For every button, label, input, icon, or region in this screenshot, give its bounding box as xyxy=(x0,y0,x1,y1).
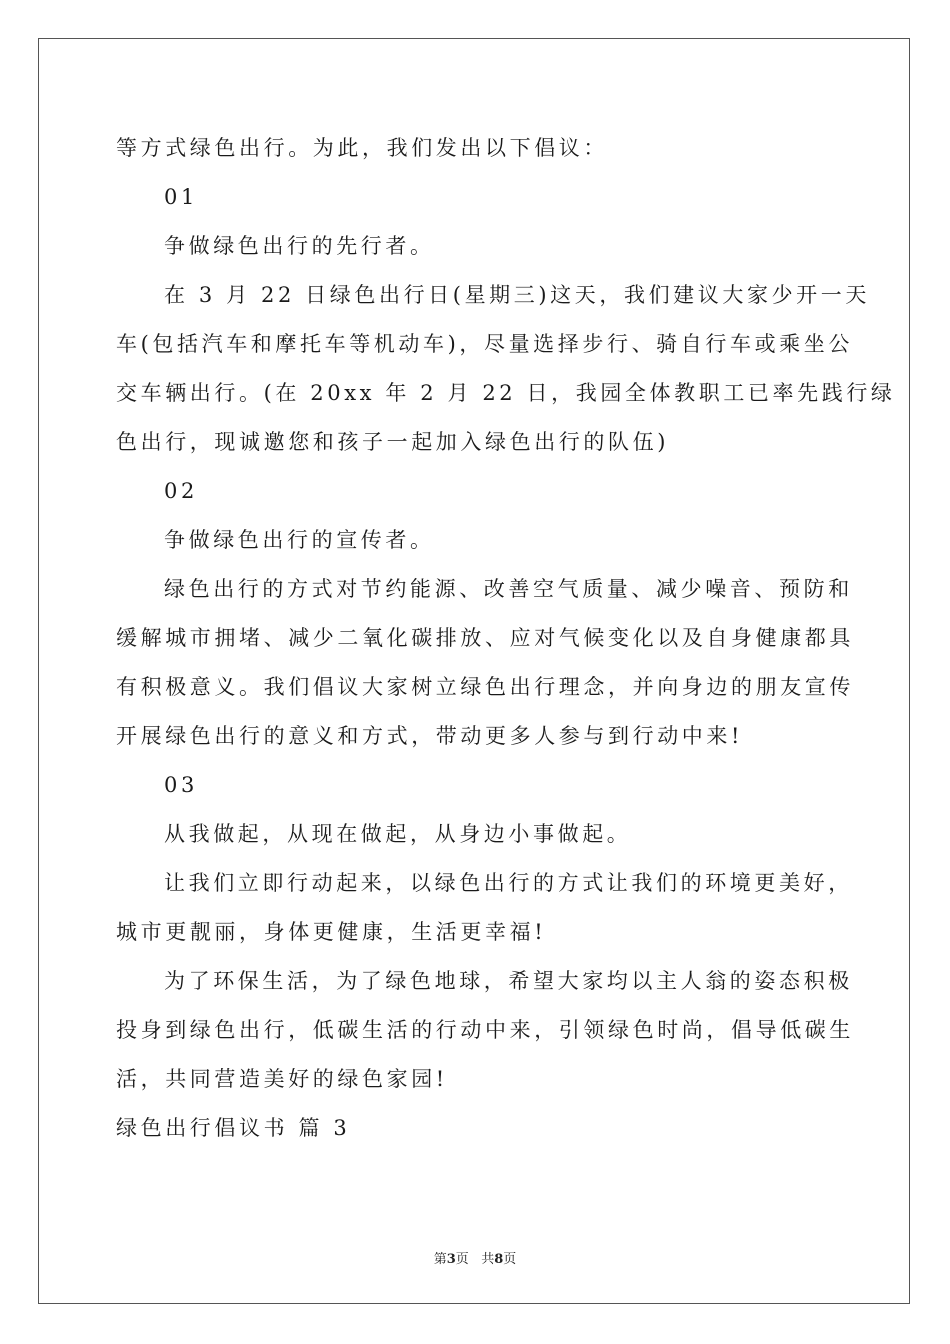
text-line: 缓解城市拥堵、减少二氧化碳排放、应对气候变化以及自身健康都具 xyxy=(116,626,854,650)
text-line: 绿色出行倡议书 篇 3 xyxy=(116,1116,351,1140)
text-line: 争做绿色出行的先行者。 xyxy=(164,234,435,258)
footer-total-pages: 8 xyxy=(494,1252,504,1267)
text-line: 交车辆出行。(在 20xx 年 2 月 22 日，我园全体教职工已率先践行绿 xyxy=(116,381,896,405)
text-line: 投身到绿色出行，低碳生活的行动中来，引领绿色时尚，倡导低碳生 xyxy=(116,1018,854,1042)
text-line: 从我做起，从现在做起，从身边小事做起。 xyxy=(164,822,632,846)
footer-current-page: 3 xyxy=(446,1252,456,1267)
page-footer xyxy=(0,1248,950,1267)
text-line: 绿色出行的方式对节约能源、改善空气质量、减少噪音、预防和 xyxy=(164,577,853,601)
text-line: 03 xyxy=(164,773,198,797)
footer-page-unit: 页 xyxy=(455,1252,469,1267)
text-line: 色出行，现诚邀您和孩子一起加入绿色出行的队伍) xyxy=(116,430,669,454)
text-line: 在 3 月 22 日绿色出行日(星期三)这天，我们建议大家少开一天 xyxy=(164,283,870,307)
text-line: 争做绿色出行的宣传者。 xyxy=(164,528,435,552)
footer-prefix: 第 xyxy=(433,1252,447,1267)
text-line: 车(包括汽车和摩托车等机动车)，尽量选择步行、骑自行车或乘坐公 xyxy=(116,332,853,356)
document-body xyxy=(116,128,896,1157)
text-line: 开展绿色出行的意义和方式，带动更多人参与到行动中来! xyxy=(116,724,744,748)
text-line: 活，共同营造美好的绿色家园! xyxy=(116,1067,448,1091)
text-line: 02 xyxy=(164,479,198,503)
text-line: 城市更靓丽，身体更健康，生活更幸福! xyxy=(116,920,547,944)
text-line: 01 xyxy=(164,185,198,209)
footer-total-unit: 页 xyxy=(503,1252,517,1267)
text-line: 让我们立即行动起来，以绿色出行的方式让我们的环境更美好， xyxy=(164,871,853,895)
text-line: 有积极意义。我们倡议大家树立绿色出行理念，并向身边的朋友宣传 xyxy=(116,675,854,699)
text-line: 等方式绿色出行。为此，我们发出以下倡议： xyxy=(116,136,608,160)
footer-total-prefix: 共 xyxy=(481,1252,495,1267)
text-line: 为了环保生活，为了绿色地球，希望大家均以主人翁的姿态积极 xyxy=(164,969,853,993)
